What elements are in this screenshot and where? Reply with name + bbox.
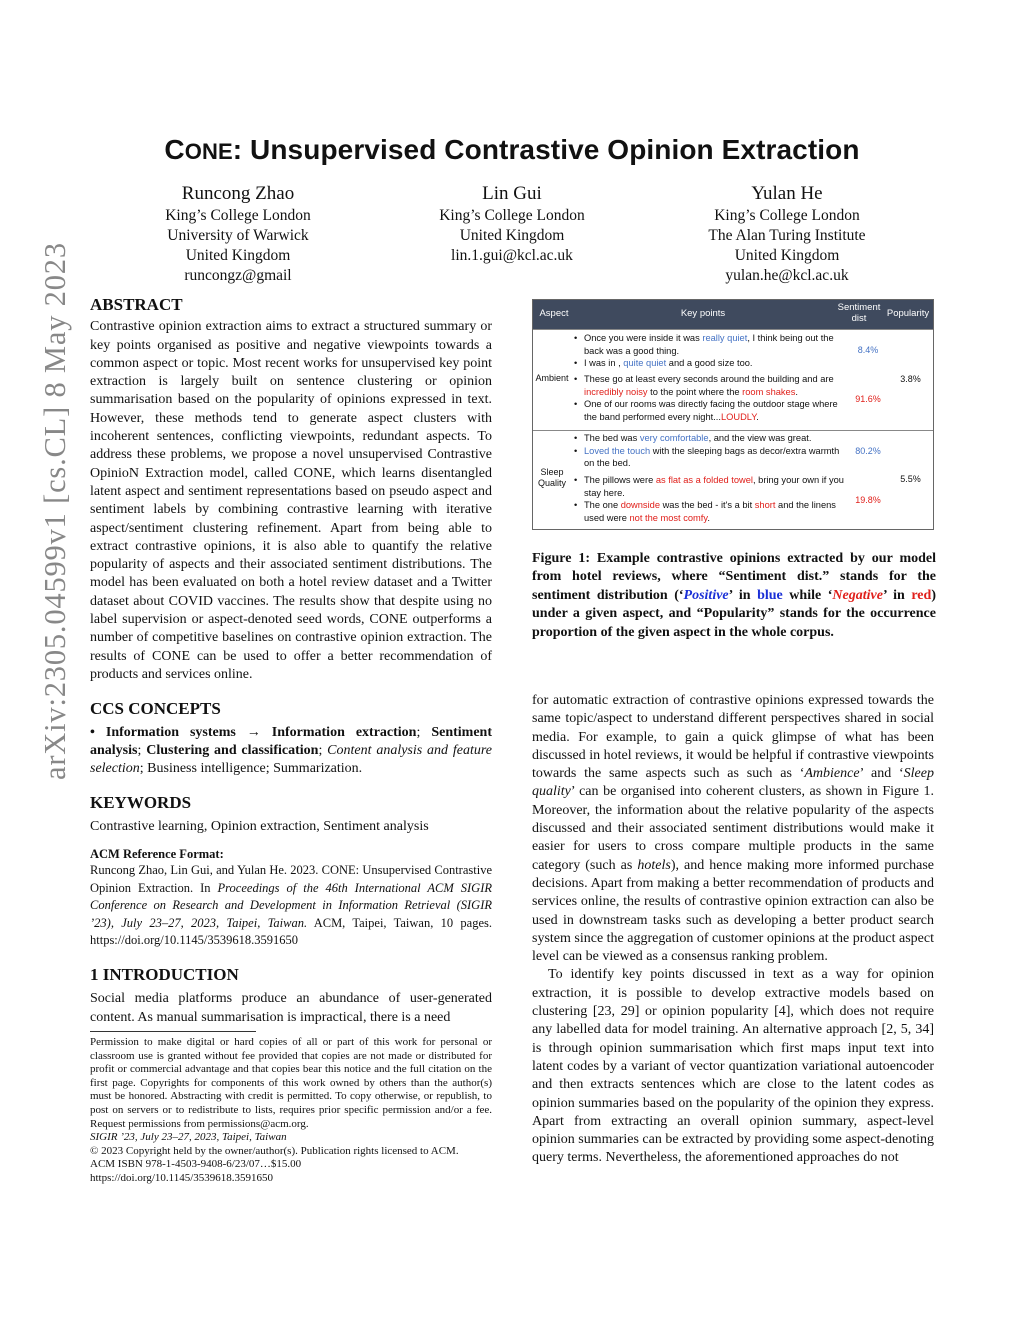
text: .: [756, 411, 759, 422]
permission-block: [90, 1036, 492, 1186]
header-popularity: Popularity: [886, 308, 930, 319]
ccs-concept: Clustering and classification: [146, 742, 319, 758]
acm-ref-text: [90, 862, 492, 950]
negative-dist: 19.8%: [855, 495, 881, 505]
acm-ref-part: ACM, Taipei, Taiwan, 10 pages. https://doi.org/10.1145/3539618.3591650: [90, 915, 492, 948]
author-name: Lin Gui: [482, 183, 542, 204]
caption-text: ’ in: [728, 587, 758, 603]
body-paragraph-2: To identify key points discussed in text as a way for opinion extraction, it is possible to develop extractive models based on clustering [23, 29] or opinion popularity [4], which does not require any labelled data for model training. An alternative approach [2, 5, 34] is through opinion summarisation which first maps input text into latent codes by a variant of vector quantization variational autoencoder and then extracts sentences which are close to the latent codes as opinion summaries based on the popularity of the opinion they express. Apart from extracting an overall opinion summary, aspect-level opinion summaries can be extracted by providing some aspect-denoting query terms. Nevertheless, the aforementioned approaches do not: [532, 967, 935, 1166]
text: ’ and ‘: [859, 766, 904, 782]
caption-red: red: [911, 587, 932, 603]
positive-key-points: [574, 332, 844, 370]
text: These go at least every seconds around the building and are: [584, 374, 834, 384]
caption-negative: Negative: [832, 587, 883, 603]
author-country: United Kingdom: [734, 247, 840, 264]
emphasis: hotels: [637, 857, 671, 873]
text: was the bed - it's a bit: [659, 500, 755, 510]
ccs-concept: Sentiment analysis: [90, 724, 492, 758]
acm-ref-heading: ACM Reference Format:: [90, 847, 224, 862]
arxiv-stamp: arXiv:2305.04599v1 [cs.CL] 8 May 2023: [38, 242, 72, 780]
text: .: [707, 512, 710, 523]
title-initial: C: [164, 134, 185, 165]
caption-positive: Positive: [683, 587, 729, 603]
author-country: United Kingdom: [185, 247, 291, 264]
author-affiliation: The Alan Turing Institute: [708, 227, 866, 244]
ccs-concept: ; Business intelligence; Summarization.: [139, 761, 363, 777]
body-paragraph-1: [532, 692, 934, 966]
text: with the sleeping bags as decor/extra warmth on the bed.: [584, 445, 840, 468]
emphasis: Sleep quality: [532, 766, 934, 800]
text: I was in ,: [584, 358, 624, 368]
intro-paragraph: Social media platforms produce an abundance of user-generated content. As manual summarisation is impractical, there is a need: [90, 991, 492, 1025]
author-affiliation: King’s College London: [439, 207, 585, 224]
text: and a good size too.: [666, 358, 753, 368]
figure-1-caption: [532, 550, 936, 642]
aspect-label: Ambient: [535, 373, 569, 383]
emphasis: Ambience: [804, 766, 860, 782]
positive-key-points: [574, 432, 844, 470]
negative-phrase: short: [754, 500, 776, 510]
caption-text: while ‘: [782, 587, 833, 603]
text: The one: [584, 500, 621, 510]
permission-venue: SIGIR ’23, July 23–27, 2023, Taipei, Taiwan: [90, 1131, 287, 1144]
text: The bed was: [584, 433, 640, 443]
aspect-group-ambient: [533, 329, 933, 430]
text: Once you were inside it was: [584, 333, 703, 343]
keywords-text: Contrastive learning, Opinion extraction, Sentiment analysis: [90, 818, 429, 834]
author-name: Runcong Zhao: [181, 183, 295, 204]
author-block-2: [362, 183, 662, 266]
negative-phrase: room shakes: [742, 386, 796, 397]
header-key-points: Key points: [680, 308, 726, 319]
caption-text: ’ in: [882, 587, 912, 603]
header-aspect: Aspect: [539, 308, 569, 319]
text: ), and hence making more informed purchase decisions. Apart from making a better recommendation of products and services online, the results of contrastive opinion extraction can also be used in downstream tasks such as developing a better product search system since the aggregation of customer opinions at the product aspect level can be viewed as a consensus ranking problem.: [532, 857, 935, 965]
permission-copyright: © 2023 Copyright held by the owner/author(s). Publication rights licensed to ACM.: [90, 1144, 459, 1157]
ccs-concept: • Information systems → Information extraction: [90, 724, 417, 740]
ccs-sep: ;: [416, 724, 432, 740]
title-smallcaps: ONE: [184, 139, 233, 164]
aspect-popularity: 3.8%: [900, 374, 921, 384]
author-name: Yulan He: [751, 183, 823, 204]
abstract-text: Contrastive opinion extraction aims to extract a structured summary or key points organised as positive and negative viewpoints towards a common aspect or topic. Most recent works for unsupervised key point extraction is largely built on sentence clustering or opinion summarisation based on the popularity of opinions expressed in text. However, these methods tend to generate aspect clusters with incoherent sentences, conflicting viewpoints, redundant aspects. To address these problems, we propose a novel unsupervised Contrastive OpinioN Extraction model, called CONE, which learns disentangled latent aspect and sentiment representations based on pseudo aspect and sentiment labels by combining contrastive learning with iterative aspect/sentiment clustering refinement. Apart from being able to extract contrastive opinions, it is also able to quantify the relative popularity of aspects and their associated sentiment distributions. The model has been evaluated on both a hotel review dataset and a Twitter dataset about COVID vaccines. The results show that despite using no label supervision or aspect-denoted seed words, CONE outperforms a number of competitive baselines on contrastive opinion extraction. The results of CONE can be used to offer a better recommendation of products and services online.: [90, 319, 492, 682]
text: for automatic extraction of contrastive opinions expressed towards the same topic/aspect to understand different perspectives shared in social media. For example, to gain a quick glimpse of what has been discussed in hotel reviews, it would be helpful if contrastive viewpoints towards the same aspects such as such as ‘: [532, 693, 934, 782]
text: ’ can be organised into coherent clusters, as shown in Figure 1. Moreover, the information about the relative popularity of the aspects discussed and their associated sentiment distributions would make it easier for users to cross compare multiple products in the same category (such as: [532, 784, 934, 873]
header-sentiment-dist: Sentiment dist: [837, 302, 881, 324]
caption-blue: blue: [757, 587, 783, 603]
negative-phrase: LOUDLY: [720, 411, 757, 422]
author-block-3: [637, 183, 937, 286]
author-affiliation: University of Warwick: [167, 227, 309, 244]
negative-key-points: [574, 373, 844, 423]
key-point: [574, 432, 844, 445]
permission-text: Permission to make digital or hard copies of all or part of this work for personal or classroom use is granted without fee provided that copies are not made or distributed for profit or commercial advantage and that copies bear this notice and the full citation on the first page. Copyrights for components of this work owned by others than the author(s) must be honored. Abstracting with credit is permitted. To copy otherwise, or republish, to post on servers or to redistribute to lists, requires prior specific permission and/or a fee. Request permissions from permissions@acm.org.: [90, 1036, 492, 1130]
acm-ref-part: Runcong Zhao, Lin Gui, and Yulan He. 2023. CONE: Unsupervised Contrastive Opinion Extraction. In: [90, 863, 492, 895]
negative-phrase: incredibly noisy: [584, 386, 648, 397]
text: , bring your own if you stay here.: [584, 475, 844, 498]
text: , I think being out the back was a good thing.: [584, 333, 834, 356]
acm-ref-venue: Proceedings of the 46th International ACM SIGIR Conference on Research and Development in Information Retrieval (SIGIR ’23), July 23–27, 2023, Taipei, Taiwan.: [90, 880, 492, 930]
left-column: [90, 296, 492, 1027]
key-point: [574, 398, 844, 423]
key-point: [574, 474, 844, 499]
text: .: [795, 386, 798, 397]
aspect-label-line: Quality: [537, 478, 566, 488]
keywords-heading: KEYWORDS: [90, 793, 192, 813]
positive-phrase: quite quiet: [623, 358, 667, 368]
key-point: [574, 445, 844, 470]
positive-dist: 8.4%: [857, 345, 879, 355]
positive-phrase: Loved the touch: [584, 445, 651, 456]
text: and the linens used were: [584, 500, 836, 523]
intro-heading: 1 INTRODUCTION: [90, 964, 239, 984]
positive-dist: 80.2%: [855, 446, 881, 456]
key-point: [574, 499, 844, 524]
figure-1-table: [532, 299, 934, 530]
key-point: [574, 373, 844, 398]
author-affiliation: King’s College London: [165, 207, 311, 224]
negative-phrase: downside: [620, 500, 660, 510]
aspect-label-line: Sleep: [540, 467, 564, 477]
ccs-sep: ;: [318, 742, 328, 758]
ccs-sep: ;: [137, 742, 147, 758]
author-email: yulan.he@kcl.ac.uk: [725, 267, 849, 284]
permission-doi: https://doi.org/10.1145/3539618.3591650: [90, 1171, 274, 1184]
author-email: runcongz@gmail: [184, 267, 292, 284]
key-point: [574, 357, 844, 370]
positive-phrase: really quiet: [702, 333, 748, 343]
text: , and the view was great.: [708, 433, 812, 443]
title-rest: : Unsupervised Contrastive Opinion Extraction: [232, 134, 860, 165]
paper-title: [0, 134, 1024, 166]
text: The pillows were: [584, 475, 656, 485]
author-email: lin.1.gui@kcl.ac.uk: [451, 247, 573, 264]
text: One of our rooms was directly facing the outdoor stage where the band performed every night...: [584, 399, 838, 422]
author-country: United Kingdom: [459, 227, 565, 244]
author-block-1: [88, 183, 388, 286]
positive-phrase: very comfortable: [639, 433, 709, 443]
caption-text: Figure 1: Example contrastive opinions extracted by our model from hotel reviews, where “Sentiment dist.” stands for the sentiment distribution (‘: [532, 551, 936, 603]
negative-phrase: as flat as a folded towel: [655, 475, 753, 485]
ccs-heading: CCS CONCEPTS: [90, 699, 221, 719]
right-column: [532, 692, 934, 1168]
author-affiliation: King’s College London: [714, 207, 860, 224]
text: to the point where the: [647, 386, 743, 397]
negative-key-points: [574, 474, 844, 524]
footnote-rule: [90, 1031, 256, 1032]
key-point: [574, 332, 844, 357]
abstract-heading: ABSTRACT: [90, 295, 183, 314]
ccs-text: [90, 724, 492, 779]
table-header: [533, 300, 933, 329]
aspect-label: [533, 467, 571, 489]
aspect-popularity: 5.5%: [900, 474, 921, 484]
caption-text: ) under a given aspect, and “Popularity” stands for the occurrence proportion of the given aspect in the whole corpus.: [532, 587, 936, 640]
negative-phrase: not the most comfy: [629, 512, 708, 523]
ccs-concept: Content analysis and feature selection: [90, 742, 493, 777]
aspect-group-sleep-quality: [533, 430, 933, 529]
permission-isbn: ACM ISBN 978-1-4503-9408-6/23/07…$15.00: [90, 1158, 302, 1171]
negative-dist: 91.6%: [855, 394, 881, 404]
